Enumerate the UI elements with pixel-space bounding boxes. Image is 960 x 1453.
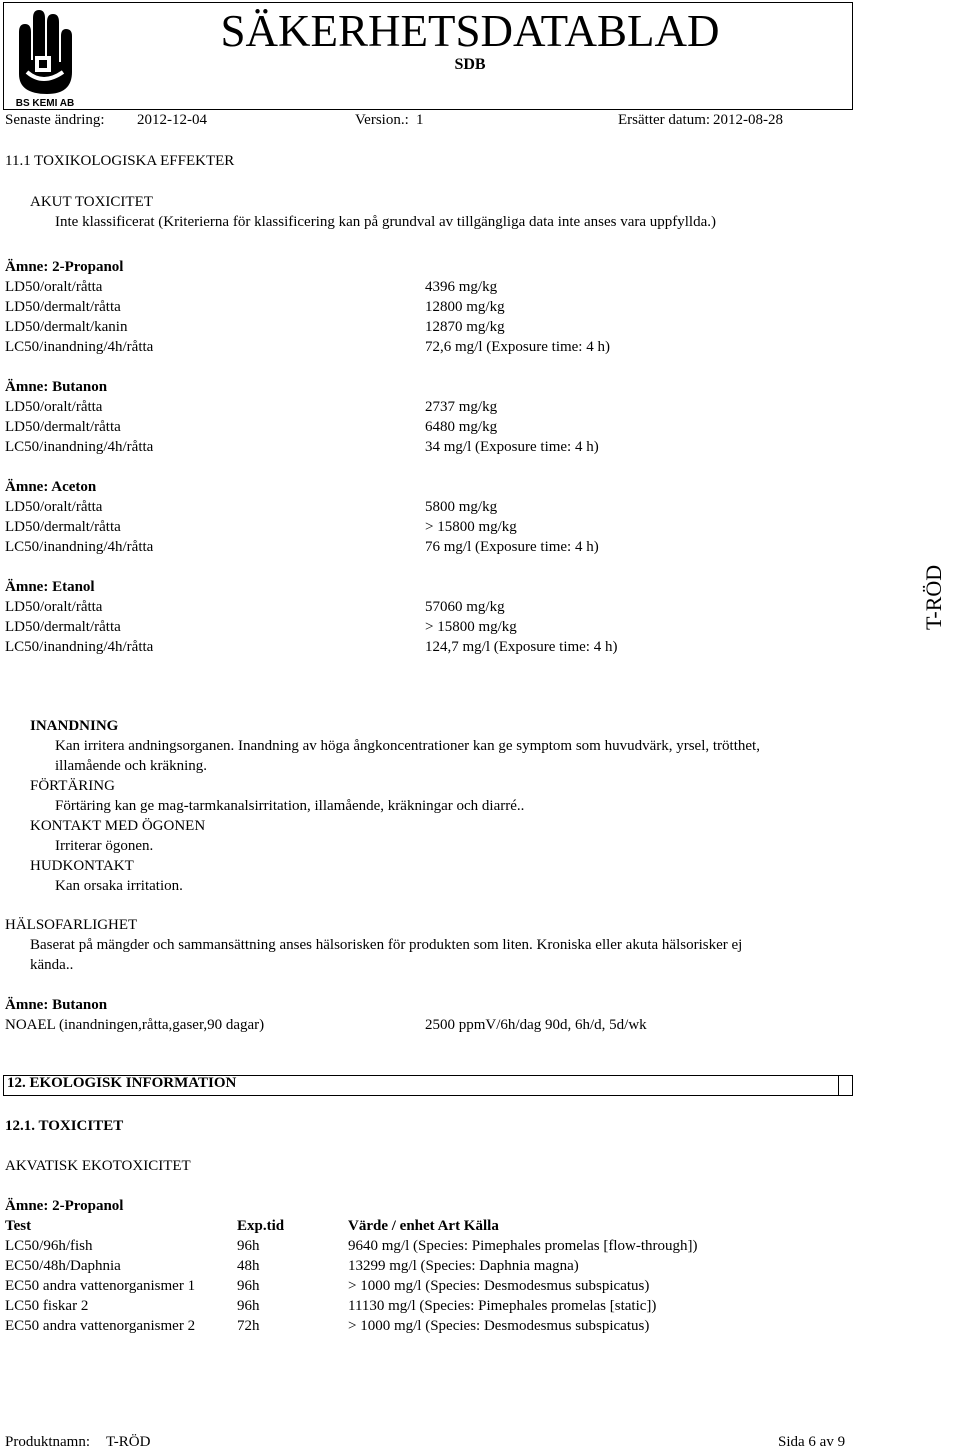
document-title: SÄKERHETSDATABLAD xyxy=(220,6,720,56)
replaces-value: 2012-08-28 xyxy=(713,112,783,128)
acute-toxicity-text: Inte klassificerat (Kriterierna för klassificering kan på grundval av tillgängliga data inte anses vara uppfyllda.) xyxy=(55,214,716,230)
eye-contact-heading: KONTAKT MED ÖGONEN xyxy=(30,818,206,834)
aquatic-heading: AKVATISK EKOTOXICITET xyxy=(5,1158,191,1174)
health-hazard-heading: HÄLSOFARLIGHET xyxy=(5,917,138,933)
test-value: 2737 mg/kg xyxy=(425,399,498,415)
company-logo xyxy=(3,2,87,110)
table-cell-exptime: 48h xyxy=(237,1258,260,1274)
aquatic-substance: Ämne: 2-Propanol xyxy=(5,1198,124,1214)
health-hazard-text: kända.. xyxy=(30,957,74,973)
toxicity-heading: 12.1. TOXICITET xyxy=(5,1118,124,1134)
side-product-label: T-RÖD xyxy=(921,564,946,630)
product-name-value: T-RÖD xyxy=(106,1434,151,1450)
test-label: LD50/dermalt/kanin xyxy=(5,319,128,335)
test-label: LC50/inandning/4h/råtta xyxy=(5,439,154,455)
version-label: Version.: xyxy=(355,112,409,128)
section-11-heading: 11.1 TOXIKOLOGISKA EFFEKTER xyxy=(5,153,235,169)
acute-toxicity-heading: AKUT TOXICITET xyxy=(30,194,153,210)
test-label: LD50/oralt/råtta xyxy=(5,599,103,615)
ingestion-heading: FÖRTÄRING xyxy=(30,778,115,794)
noael-label: NOAEL (inandningen,råtta,gaser,90 dagar) xyxy=(5,1017,265,1033)
test-label: LD50/dermalt/råtta xyxy=(5,299,121,315)
substance-heading: Ämne: Butanon xyxy=(5,379,108,395)
test-value: 12870 mg/kg xyxy=(425,319,505,335)
test-value: 76 mg/l (Exposure time: 4 h) xyxy=(425,539,599,555)
product-name-label: Produktnamn: xyxy=(5,1434,90,1450)
test-label: LD50/oralt/råtta xyxy=(5,279,103,295)
test-value: 124,7 mg/l (Exposure time: 4 h) xyxy=(425,639,618,655)
substance-heading: Ämne: 2-Propanol xyxy=(5,259,124,275)
last-change-value: 2012-12-04 xyxy=(137,112,207,128)
section-12-heading: 12. EKOLOGISK INFORMATION xyxy=(7,1075,237,1091)
test-label: LC50/inandning/4h/råtta xyxy=(5,339,154,355)
table-cell-value: 9640 mg/l (Species: Pimephales promelas [flow-through]) xyxy=(348,1238,698,1254)
svg-text:BS KEMI AB: BS KEMI AB xyxy=(15,98,75,109)
section-12-box xyxy=(3,1075,853,1096)
last-change-label: Senaste ändring: xyxy=(5,112,105,128)
skin-contact-text: Kan orsaka irritation. xyxy=(55,878,183,894)
hand-icon xyxy=(19,10,72,94)
test-value: 4396 mg/kg xyxy=(425,279,498,295)
page-number: Sida 6 av 9 xyxy=(778,1434,846,1450)
column-header-exptime: Exp.tid xyxy=(237,1218,285,1234)
table-cell-test: EC50 andra vattenorganismer 1 xyxy=(5,1278,196,1294)
table-cell-value: > 1000 mg/l (Species: Desmodesmus subspicatus) xyxy=(348,1278,650,1294)
table-cell-exptime: 96h xyxy=(237,1298,260,1314)
test-value: 5800 mg/kg xyxy=(425,499,498,515)
table-cell-exptime: 72h xyxy=(237,1318,260,1334)
test-value: 6480 mg/kg xyxy=(425,419,498,435)
skin-contact-heading: HUDKONTAKT xyxy=(30,858,134,874)
health-hazard-text: Baserat på mängder och sammansättning anses hälsorisken för produkten som liten. Kroniska eller akuta hälsorisker ej xyxy=(30,937,743,953)
table-cell-test: LC50/96h/fish xyxy=(5,1238,93,1254)
test-value: 34 mg/l (Exposure time: 4 h) xyxy=(425,439,599,455)
ingestion-text: Förtäring kan ge mag-tarmkanalsirritation, illamående, kräkningar och diarré.. xyxy=(55,798,525,814)
table-cell-value: 11130 mg/l (Species: Pimephales promelas [static]) xyxy=(348,1298,657,1314)
test-value: > 15800 mg/kg xyxy=(425,519,517,535)
inhalation-text: Kan irritera andningsorganen. Inandning av höga ångkoncentrationer kan ge symptom som huvudvärk, yrsel, trötthet, xyxy=(55,738,760,754)
noael-substance: Ämne: Butanon xyxy=(5,997,108,1013)
test-label: LD50/dermalt/råtta xyxy=(5,519,121,535)
table-cell-exptime: 96h xyxy=(237,1238,260,1254)
test-label: LC50/inandning/4h/råtta xyxy=(5,639,154,655)
document-subtitle: SDB xyxy=(454,56,486,73)
table-cell-test: EC50/48h/Daphnia xyxy=(5,1258,121,1274)
test-label: LD50/oralt/råtta xyxy=(5,499,103,515)
table-cell-value: 13299 mg/l (Species: Daphnia magna) xyxy=(348,1258,579,1274)
test-label: LD50/dermalt/råtta xyxy=(5,419,121,435)
inhalation-text: illamående och kräkning. xyxy=(55,758,208,774)
table-cell-test: EC50 andra vattenorganismer 2 xyxy=(5,1318,196,1334)
table-cell-test: LC50 fiskar 2 xyxy=(5,1298,89,1314)
noael-value: 2500 ppmV/6h/dag 90d, 6h/d, 5d/wk xyxy=(425,1017,647,1033)
test-value: 72,6 mg/l (Exposure time: 4 h) xyxy=(425,339,610,355)
replaces-label: Ersätter datum: xyxy=(618,112,711,128)
column-header-test: Test xyxy=(5,1218,32,1234)
substance-heading: Ämne: Etanol xyxy=(5,579,95,595)
column-header-value: Värde / enhet Art Källa xyxy=(348,1218,499,1234)
test-value: 57060 mg/kg xyxy=(425,599,505,615)
table-cell-exptime: 96h xyxy=(237,1278,260,1294)
inhalation-heading: INANDNING xyxy=(30,718,119,734)
test-label: LD50/oralt/råtta xyxy=(5,399,103,415)
substance-heading: Ämne: Aceton xyxy=(5,479,97,495)
test-value: 12800 mg/kg xyxy=(425,299,505,315)
test-label: LC50/inandning/4h/råtta xyxy=(5,539,154,555)
eye-contact-text: Irriterar ögonen. xyxy=(55,838,154,854)
table-cell-value: > 1000 mg/l (Species: Desmodesmus subspicatus) xyxy=(348,1318,650,1334)
version-value: 1 xyxy=(416,112,424,128)
test-label: LD50/dermalt/råtta xyxy=(5,619,121,635)
test-value: > 15800 mg/kg xyxy=(425,619,517,635)
